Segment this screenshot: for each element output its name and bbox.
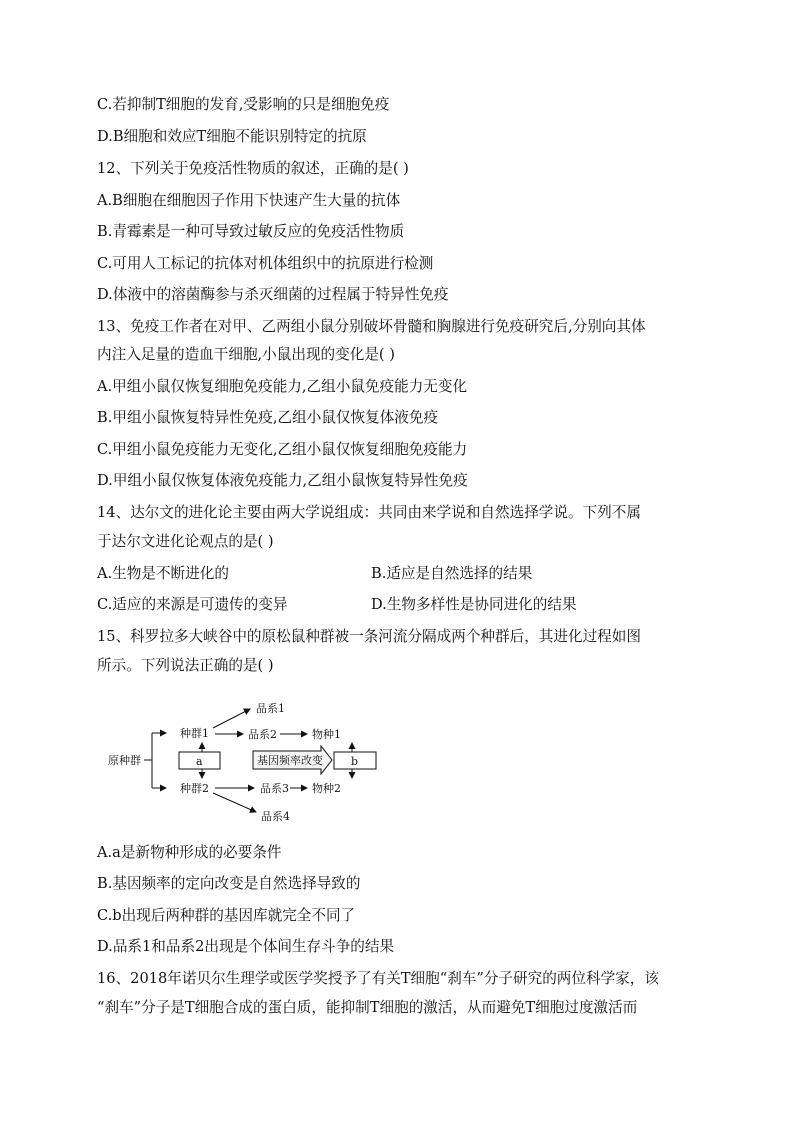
q14-option-c: C.适应的来源是可遗传的变异 [97,596,288,613]
label-species-2: 物种2 [312,782,341,795]
q13-option-a: A.甲组小鼠仅恢复细胞免疫能力,乙组小鼠免疫能力无变化 [97,378,468,395]
q12-option-b: B.青霉素是一种可导致过敏反应的免疫活性物质 [97,223,405,240]
q13-option-b: B.甲组小鼠恢复特异性免疫,乙组小鼠仅恢复体液免疫 [97,409,439,426]
label-strain-1: 品系1 [256,702,285,715]
q11-option-c: C.若抑制T细胞的发育,受影响的只是细胞免疫 [97,96,390,113]
q16-stem-line2: “刹车”分子是T细胞合成的蛋白质，能抑制T细胞的激活，从而避免T细胞过度激活而 [97,999,638,1016]
q14-stem-line1: 14、达尔文的进化论主要由两大学说组成：共同由来学说和自然选择学说。下列不属 [97,504,641,521]
q15-option-a: A.a是新物种形成的必要条件 [97,844,282,861]
box-b-label: b [351,755,359,768]
q13-stem-line1: 13、免疫工作者在对甲、乙两组小鼠分别破坏骨髓和胸腺进行免疫研究后,分别向其体 [97,318,646,335]
box-a-label: a [196,755,203,768]
q13-option-c: C.甲组小鼠免疫能力无变化,乙组小鼠仅恢复细胞免疫能力 [97,441,468,458]
q13-stem-line2: 内注入足量的造血干细胞,小鼠出现的变化是( ) [97,346,395,363]
q14-option-a: A.生物是不断进化的 [97,565,229,582]
label-population-2: 种群2 [180,782,209,795]
q15-option-c: C.b出现后两种群的基因库就完全不同了 [97,907,356,924]
label-strain-4: 品系4 [261,810,290,823]
q13-option-d: D.甲组小鼠仅恢复体液免疫能力,乙组小鼠恢复特异性免疫 [97,472,468,489]
q12-option-d: D.体液中的溶菌酶参与杀灭细菌的过程属于特异性免疫 [97,286,449,303]
q12-option-a: A.B细胞在细胞因子作用下快速产生大量的抗体 [97,192,401,209]
q14-option-d: D.生物多样性是协同进化的结果 [371,596,577,613]
speciation-diagram [100,698,400,828]
q16-stem-line1: 16、2018年诺贝尔生理学或医学奖授予了有关T细胞“刹车”分子研究的两位科学家，该 [97,970,659,987]
q15-option-b: B.基因频率的定向改变是自然选择导致的 [97,875,361,892]
q12-option-c: C.可用人工标记的抗体对机体组织中的抗原进行检测 [97,255,434,272]
label-species-1: 物种1 [312,728,341,741]
label-gene-frequency-change: 基因频率改变 [257,754,323,767]
q14-option-b: B.适应是自然选择的结果 [371,565,533,582]
label-original-population: 原种群 [108,754,141,767]
q14-stem-line2: 于达尔文进化论观点的是( ) [97,533,274,550]
label-population-1: 种群1 [180,727,209,740]
q11-option-d: D.B细胞和效应T细胞不能识别特定的抗原 [97,128,367,145]
q15-stem-line1: 15、科罗拉多大峡谷中的原松鼠种群被一条河流分隔成两个种群后，其进化过程如图 [97,628,641,645]
label-strain-2: 品系2 [248,728,277,741]
q15-option-d: D.品系1和品系2出现是个体间生存斗争的结果 [97,938,395,955]
q12-stem: 12、下列关于免疫活性物质的叙述，正确的是( ) [97,160,409,177]
q15-stem-line2: 所示。下列说法正确的是( ) [97,657,274,674]
label-strain-3: 品系3 [260,782,289,795]
